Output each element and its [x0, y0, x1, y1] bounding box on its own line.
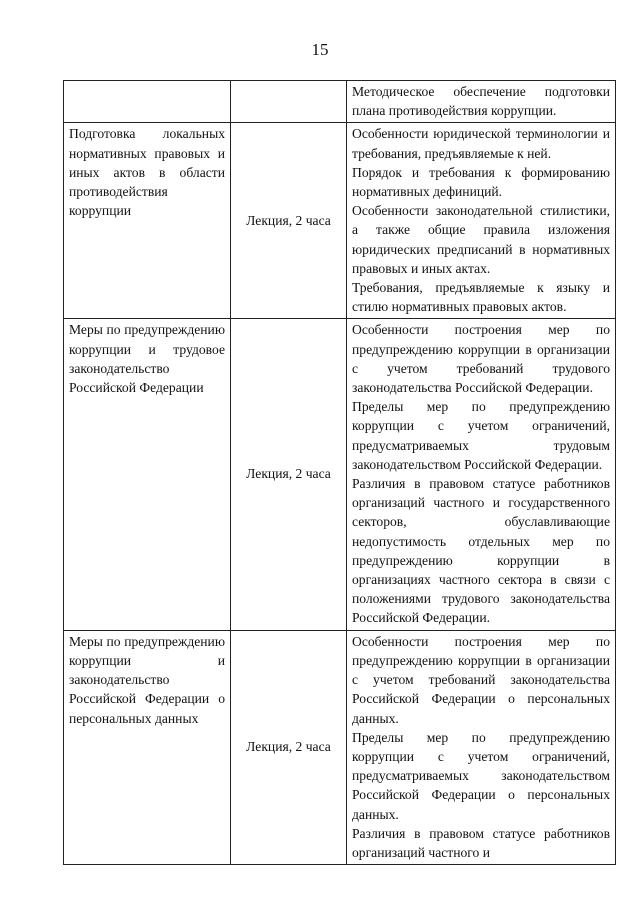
content-paragraph: Особенности юридической терминологии и требования, предъявляемые к ней. — [352, 126, 610, 161]
content-paragraph: Порядок и требования к формированию нормативных дефиниций. — [352, 164, 610, 200]
content-paragraph: Пределы мер по предупреждению коррупции с учетом ограничений, предусматриваемых трудовым законодательством Российской Федерации. — [352, 399, 610, 472]
lesson-type-cell: Лекция, 2 часа — [231, 630, 347, 864]
content-paragraph: Различия в правовом статусе работников организаций частного и государственного секторов, обуславливающие недопустимость отдельных мер по предупреждению коррупции в организациях частного сектора в связи с положениями трудового законодательства Российской Федерации. — [352, 476, 610, 626]
topic-cell: Меры по предупреждению коррупции и трудовое законодательство Российской Федерации — [64, 319, 231, 630]
content-paragraph: Различия в правовом статусе работников организаций частного и — [352, 825, 610, 860]
topic-cell — [64, 81, 231, 123]
content-paragraph: Методическое обеспечение подготовки плана противодействия коррупции. — [352, 84, 610, 119]
lesson-type-cell: Лекция, 2 часа — [231, 319, 347, 630]
program-table — [63, 80, 616, 865]
content-paragraph: Особенности построения мер по предупреждению коррупции в организации с учетом требований трудового законодательства Российской Федерации. — [352, 322, 610, 396]
lesson-type-cell — [231, 81, 347, 123]
page-number: 15 — [311, 40, 329, 59]
topic-cell: Подготовка локальных нормативных правовых и иных актов в области противодействия коррупции — [64, 123, 231, 319]
content-cell — [347, 319, 616, 630]
table-row — [64, 319, 616, 630]
content-paragraph: Особенности законодательной стилистики, а также общие правила изложения юридических предписаний в нормативных правовых и иных актах. — [352, 203, 610, 276]
table-row — [64, 81, 616, 123]
content-paragraph: Требования, предъявляемые к языку и стилю нормативных правовых актов. — [352, 280, 610, 315]
content-cell — [347, 630, 616, 864]
content-paragraph: Особенности построения мер по предупреждению коррупции в организации с учетом требований законодательства Российской Федерации о персональных данных. — [352, 633, 610, 726]
table-row — [64, 630, 616, 864]
lesson-type-cell: Лекция, 2 часа — [231, 123, 347, 319]
content-cell — [347, 81, 616, 123]
topic-cell: Меры по предупреждению коррупции и законодательство Российской Федерации о персональных данных — [64, 630, 231, 864]
content-paragraph: Пределы мер по предупреждению коррупции с учетом ограничений, предусматриваемых законодательством Российской Федерации о персональных данных. — [352, 729, 610, 822]
content-cell — [347, 123, 616, 319]
table-row — [64, 123, 616, 319]
